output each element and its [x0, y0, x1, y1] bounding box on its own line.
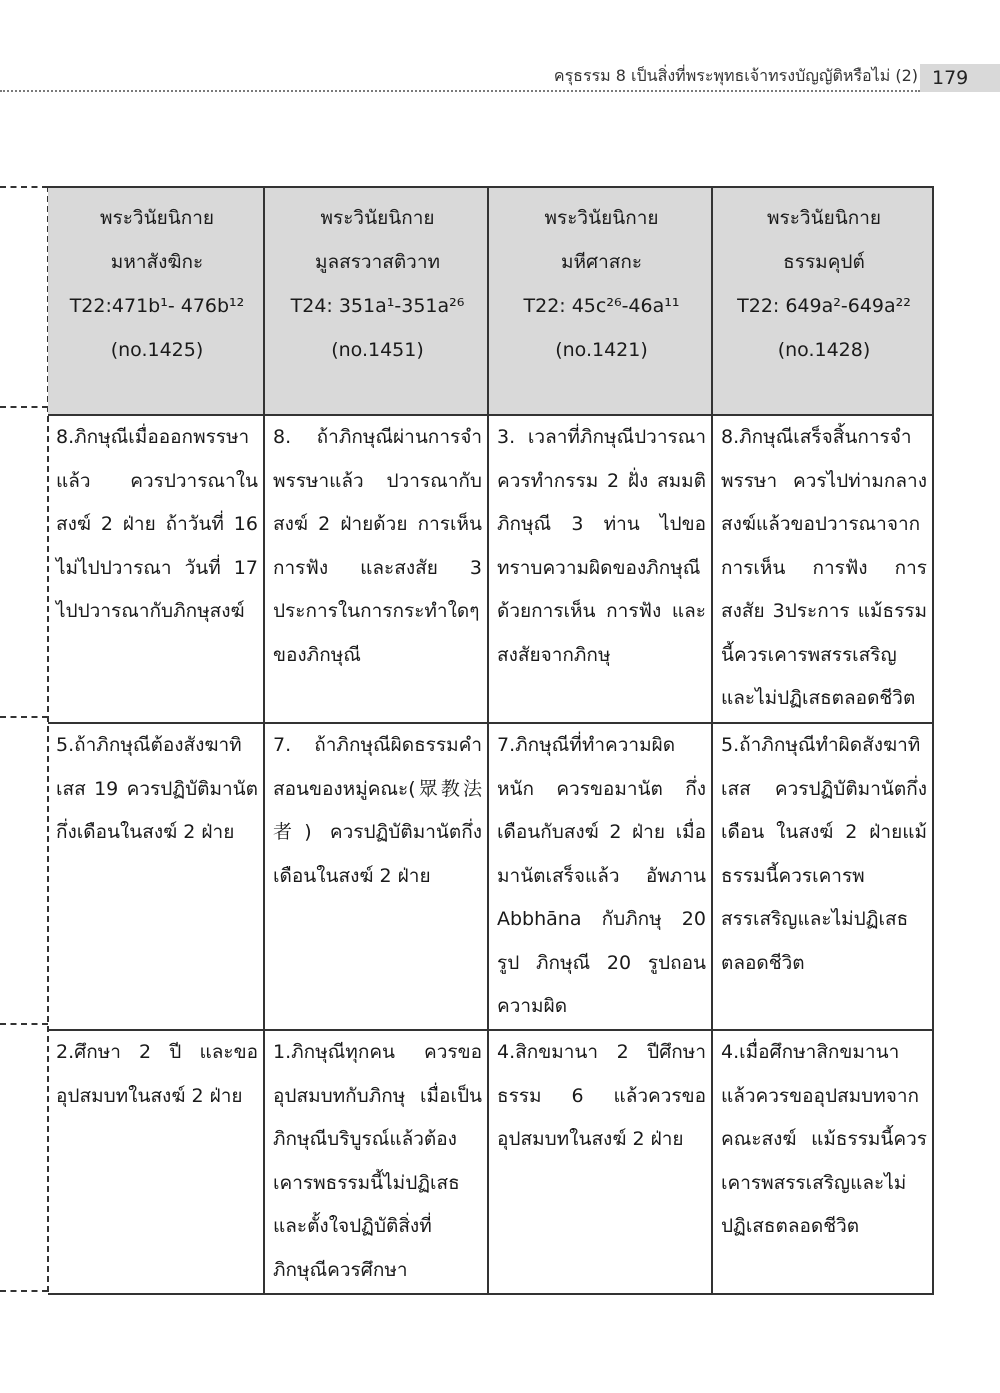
column-school: ธรรมคุปต์: [783, 251, 865, 273]
column-header: [488, 187, 712, 415]
table-cell: [488, 415, 712, 723]
header-dotted-rule: [0, 90, 920, 92]
table-cell: [712, 1030, 933, 1294]
vinaya-comparison-table: [48, 186, 934, 1295]
column-header: [264, 187, 488, 415]
left-dashed-tick: [0, 1290, 48, 1292]
cell-text: 7.ภิกษุณีที่ทำความผิดหนัก ควรขอมานัต กึ่งเดือนกับสงฆ์ 2 ฝ่าย เมื่อมานัตเสร็จแล้ว อัพภาน Abbhāna กับภิกษุ 20 รูป ภิกษุณี 20 รูปถอนความผิด: [497, 734, 706, 1017]
column-reference: T22: 649a²-649a²²: [737, 295, 911, 317]
table-row: [48, 415, 933, 723]
table-cell: [488, 723, 712, 1030]
cell-text: 8. ถ้าภิกษุณีผ่านการจำพรรษาแล้ว ปวารณากับสงฆ์ 2 ฝ่ายด้วย การเห็น การฟัง และสงสัย 3 ประการในการกระทำใดๆของภิกษุณี: [273, 426, 482, 666]
table-cell: [264, 1030, 488, 1294]
left-dashed-tick: [0, 186, 48, 188]
column-name: พระวินัยนิกาย: [320, 207, 435, 229]
cell-text: 8.ภิกษุณีเมื่อออกพรรษาแล้ว ควรปวารณาในสงฆ์ 2 ฝ่าย ถ้าวันที่ 16 ไม่ไปปวารณา วันที่ 17 ไปปวารณากับภิกษุสงฆ์: [56, 426, 258, 622]
column-reference: T22:471b¹- 476b¹²: [69, 295, 245, 317]
cell-text: 8.ภิกษุณีเสร็จสิ้นการจำพรรษา ควรไปท่ามกลางสงฆ์แล้วขอปวารณาจากการเห็น การฟัง การสงสัย 3ประการ แม้ธรรมนี้ควรเคารพสรรเสริญและไม่ปฏิเสธตลอดชีวิต: [721, 426, 927, 709]
table-row: [48, 723, 933, 1030]
column-header: [712, 187, 933, 415]
table-cell: [264, 723, 488, 1030]
table-row: [48, 1030, 933, 1294]
table-cell: [264, 415, 488, 723]
table-cell: [488, 1030, 712, 1294]
table-cell: [48, 1030, 264, 1294]
column-school: มหาสังฆิกะ: [110, 251, 204, 273]
column-number: (no.1428): [777, 339, 871, 361]
cell-text: 5.ถ้าภิกษุณีต้องสังฆาทิเสส 19 ควรปฏิบัติมานัตกึ่งเดือนในสงฆ์ 2 ฝ่าย: [56, 734, 258, 843]
column-name: พระวินัยนิกาย: [99, 207, 215, 229]
left-dashed-tick: [0, 716, 48, 718]
table-cell: [712, 723, 933, 1030]
table-header-row: [48, 187, 933, 415]
running-header-title: ครุธรรม 8 เป็นสิ่งที่พระพุทธเจ้าทรงบัญญัติหรือไม่ (2): [553, 66, 918, 85]
table-cell: [48, 415, 264, 723]
cell-text: 5.ถ้าภิกษุณีทำผิดสังฆาทิเสส ควรปฏิบัติมานัตกึ่งเดือน ในสงฆ์ 2 ฝ่ายแม้ธรรมนี้ควรเคารพสรรเสริญและไม่ปฏิเสธตลอดชีวิต: [721, 734, 927, 974]
left-dashed-tick: [0, 406, 48, 408]
page-number-box: [920, 64, 1000, 92]
column-name: พระวินัยนิกาย: [766, 207, 882, 229]
table-cell: [48, 723, 264, 1030]
table-cell: [712, 415, 933, 723]
cell-text: 7. ถ้าภิกษุณีผิดธรรมคำสอนของหมู่คณะ(眾教法者) ควรปฏิบัติมานัตกึ่งเดือนในสงฆ์ 2 ฝ่าย: [273, 734, 482, 887]
cell-text: 1.ภิกษุณีทุกคน ควรขออุปสมบทกับภิกษุ เมื่อเป็นภิกษุณีบริบูรณ์แล้วต้องเคารพธรรมนี้ไม่ปฏิเสธ และตั้งใจปฏิบัติสิ่งที่ภิกษุณีควรศึกษา: [273, 1041, 482, 1281]
page-number: 179: [932, 67, 969, 89]
column-header: [48, 187, 264, 415]
cell-text: 4.สิกขมานา 2 ปีศึกษาธรรม 6 แล้วควรขออุปสมบทในสงฆ์ 2 ฝ่าย: [497, 1041, 706, 1150]
column-school: มูลสรวาสติวาท: [314, 251, 441, 273]
column-number: (no.1421): [555, 339, 648, 361]
cell-text: 4.เมื่อศึกษาสิกขมานาแล้วควรขออุปสมบทจากคณะสงฆ์ แม้ธรรมนี้ควรเคารพสรรเสริญและไม่ปฏิเสธตลอดชีวิต: [721, 1041, 927, 1237]
column-reference: T22: 45c²⁶-46a¹¹: [523, 295, 680, 317]
column-number: (no.1425): [110, 339, 204, 361]
column-name: พระวินัยนิกาย: [544, 207, 659, 229]
cell-text: 3. เวลาที่ภิกษุณีปวารณาควรทำกรรม 2 ฝั่ง สมมติภิกษุณี 3 ท่าน ไปขอทราบความผิดของภิกษุณีด้วยการเห็น การฟัง และสงสัยจากภิกษุ: [497, 426, 706, 666]
cell-text: 2.ศึกษา 2 ปี และขออุปสมบทในสงฆ์ 2 ฝ่าย: [56, 1041, 258, 1107]
column-number: (no.1451): [331, 339, 424, 361]
left-dashed-tick: [0, 1023, 48, 1025]
column-school: มหีศาสกะ: [560, 251, 643, 273]
column-reference: T24: 351a¹-351a²⁶: [290, 295, 465, 317]
